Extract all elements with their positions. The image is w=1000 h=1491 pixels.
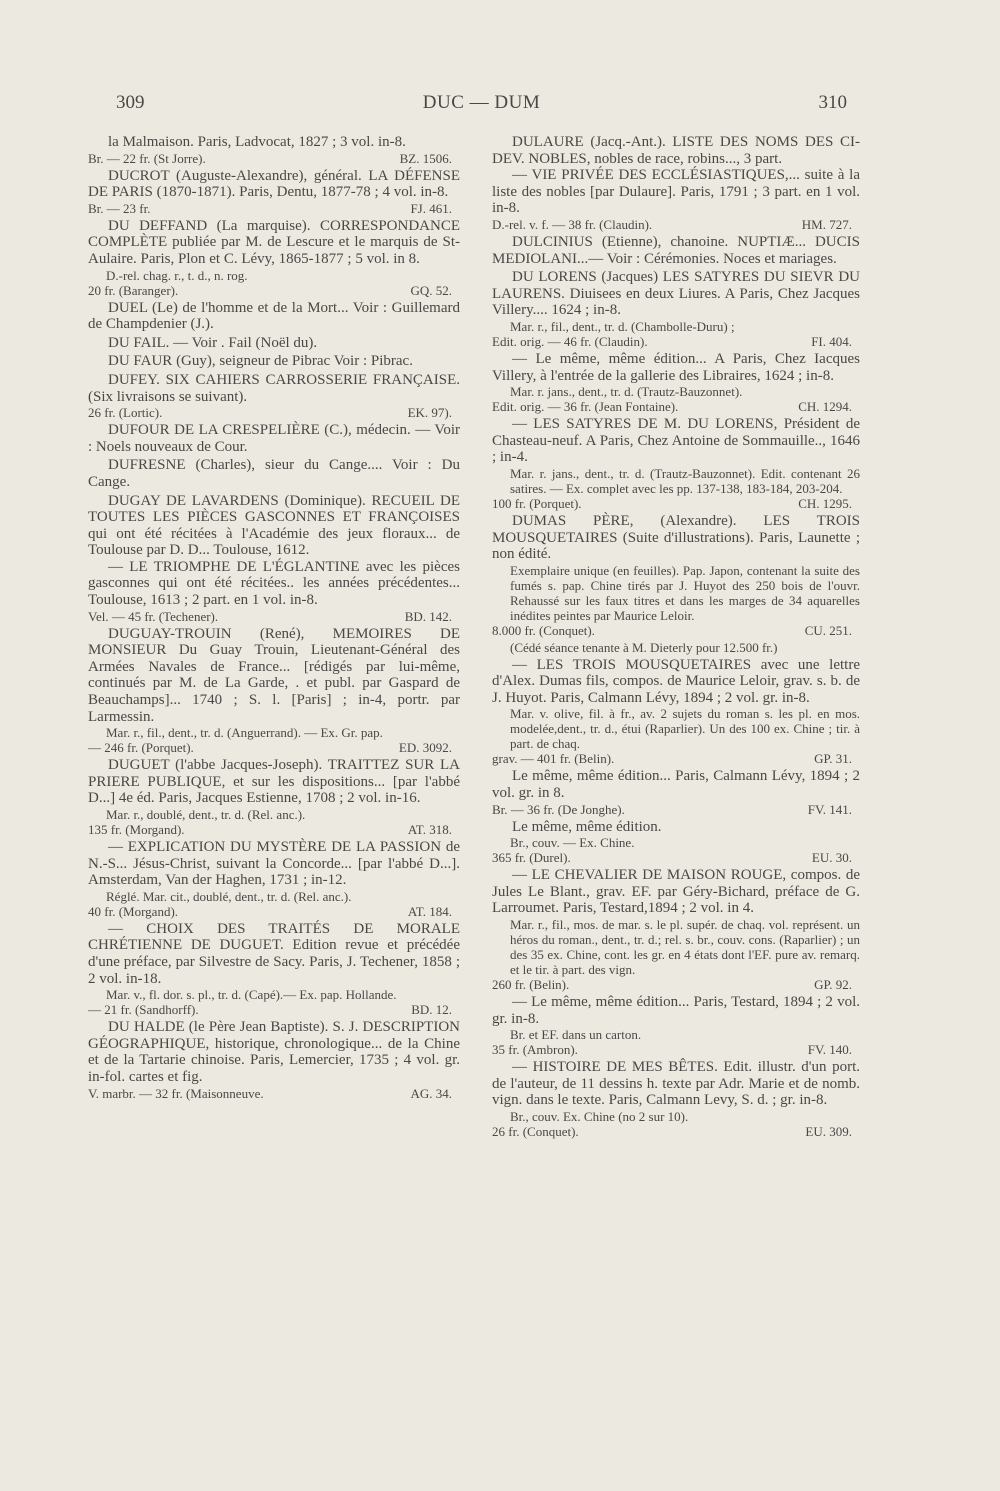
sale-price: — 246 fr. (Porquet). bbox=[88, 740, 194, 756]
catalogue-entry bbox=[492, 351, 860, 414]
sale-price-line bbox=[88, 405, 460, 420]
left-page-number: 309 bbox=[116, 92, 145, 113]
binding-note: Mar. r., fil., dent., tr. d. (Chambolle-Duru) ; bbox=[510, 318, 735, 334]
entry-heading: DULCINIUS (Etienne), chanoine. NUPTIÆ... DUCIS MEDIOLANI...— Voir : Cérémonies. Noces et mariages. bbox=[492, 233, 860, 267]
sale-price: Br. — 22 fr. (St Jorre). bbox=[88, 150, 206, 166]
sale-reference: GP. 92. bbox=[814, 977, 852, 993]
sale-price-line bbox=[88, 822, 460, 837]
catalogue-entry bbox=[492, 269, 860, 349]
entry-heading: — HISTOIRE DE MES BÊTES. Edit. illustr. d'un port. de l'auteur, de 11 dessins h. texte par Adr. Marie et de nomb. vign. dans le texte. Paris, Calmann Levy, S. d. ; gr. in-8. bbox=[492, 1059, 860, 1109]
sale-price: 260 fr. (Belin). bbox=[492, 977, 570, 993]
sale-price-line bbox=[492, 1042, 860, 1057]
entry-heading: DUFEY. SIX CAHIERS CARROSSERIE FRANÇAISE. (Six livraisons se suivant). bbox=[88, 371, 460, 405]
sale-price: 35 fr. (Ambron). bbox=[492, 1042, 578, 1058]
catalogue-entry bbox=[492, 513, 860, 638]
entry-heading: DU DEFFAND (La marquise). CORRESPONDANCE COMPLÈTE publiée par M. de Lescure et le marquis de St-Aulaire. Paris, Plon et C. Lévy, 1865-1877 ; 5 vol. in 8. bbox=[88, 217, 460, 267]
sale-reference: ED. 3092. bbox=[398, 740, 452, 756]
binding-note: Br., couv. Ex. Chine (no 2 sur 10). bbox=[510, 1109, 689, 1124]
entry-heading: DU HALDE (le Père Jean Baptiste). S. J. DESCRIPTION GÉOGRAPHIQUE, historique, chronologique... de la Chine et de la Tartarie chinoise. Paris, Lemercier, 1735 ; 4 vol. gr. in-fol. cartes et fig. bbox=[88, 1019, 460, 1085]
binding-note: Mar. r., fil., dent., tr. d. (Anguerrand). — Ex. Gr. pap. bbox=[106, 725, 383, 741]
sale-price-line bbox=[88, 1002, 460, 1017]
sale-price-line bbox=[492, 850, 860, 865]
sale-price-line bbox=[492, 802, 860, 817]
sale-price-line bbox=[88, 201, 460, 216]
catalogue-entry bbox=[88, 218, 460, 298]
catalogue-entry bbox=[88, 1019, 460, 1100]
catalogue-entry bbox=[492, 1059, 860, 1139]
sale-price-line bbox=[88, 151, 460, 166]
sale-price-line bbox=[88, 609, 460, 624]
entry-heading: — LES SATYRES DE M. DU LORENS, Président de Chasteau-neuf. A Paris, Chez Antoine de Sommauille.., 1646 ; in-4. bbox=[492, 416, 860, 466]
catalogue-entry bbox=[88, 168, 460, 216]
binding-note: Exemplaire unique (en feuilles). Pap. Japon, contenant la suite des fumés s. pap. Chine tirés par J. Huyot des 250 bois de l'ouvr. Rehaussé sur les faux titres et dans les marges de 34 aquarelles inédites peintes par Maurice Leloir. bbox=[510, 562, 860, 623]
sale-price-line bbox=[88, 740, 460, 755]
entry-heading: DUMAS PÈRE, (Alexandre). LES TROIS MOUSQUETAIRES (Suite d'illustrations). Paris, Launette ; non édité. bbox=[492, 512, 860, 563]
sale-price: 8.000 fr. (Conquet). bbox=[492, 622, 595, 638]
sale-price: Vel. — 45 fr. (Techener). bbox=[88, 608, 219, 624]
catalogue-entry bbox=[88, 757, 460, 837]
catalogue-entry bbox=[492, 768, 860, 816]
entry-heading: — LE CHEVALIER DE MAISON ROUGE, compos. de Jules Le Blant., grav. EF. par Géry-Bichard, préface de G. Larroumet. Paris, Testard,1894 ; 2 vol. in 4. bbox=[492, 867, 860, 917]
sale-price-line bbox=[492, 399, 860, 414]
entry-heading: DUFOUR DE LA CRESPELIÈRE (C.), médecin. — Voir : Noels nouveaux de Cour. bbox=[88, 422, 460, 455]
sale-price: Edit. orig. — 46 fr. (Claudin). bbox=[492, 333, 648, 349]
catalogue-entry bbox=[492, 819, 860, 866]
binding-note: Mar. r. jans., dent., tr. d. (Trautz-Bauzonnet). bbox=[510, 384, 743, 400]
sale-price: 365 fr. (Durel). bbox=[492, 850, 571, 866]
catalogue-entry bbox=[88, 493, 460, 624]
running-header bbox=[116, 92, 847, 122]
entry-heading: la Malmaison. Paris, Ladvocat, 1827 ; 3 vol. in-8. bbox=[108, 134, 406, 150]
catalogue-entry bbox=[88, 335, 460, 352]
catalogue-entry bbox=[492, 416, 860, 511]
entry-heading: — Le même, même édition... A Paris, Chez Iacques Villery, à l'entrée de la gallerie des Libraires, 1624 ; in-8. bbox=[492, 350, 860, 384]
binding-note: D.-rel. chag. r., t. d., n. rog. bbox=[106, 267, 248, 283]
header-title: DUC — DUM bbox=[422, 92, 541, 113]
sale-price-line bbox=[88, 283, 460, 298]
sale-reference: AT. 184. bbox=[407, 903, 452, 919]
entry-subentry: — LE TRIOMPHE DE L'ÉGLANTINE avec les pièces gasconnes qui ont été récitées.. les années précédentes... Toulouse, 1613 ; 2 part. en 1 vol. in-8. bbox=[88, 558, 460, 609]
binding-note: Mar. r., fil., mos. de mar. s. le pl. supér. de chaq. vol. représent. un héros du roman., dent., tr. d.; rel. s. br., couv. cons. (Raparlier) ; un des 35 ex. Chine, cont. les gr. en 4 états dont l'EF. pure av. remarq. et le tir. à part. des vign. bbox=[510, 917, 860, 978]
binding-note: (Cédé séance tenante à M. Dieterly pour 12.500 fr.) bbox=[510, 639, 778, 655]
binding-note: Mar. r., doublé, dent., tr. d. (Rel. anc.). bbox=[106, 807, 306, 822]
entry-heading: DUGUET (l'abbe Jacques-Joseph). TRAITTEZ SUR LA PRIERE PUBLIQUE, et sur les dispositions... [par l'abbé D...] 4e éd. Paris, Jacques Estienne, 1708 ; 2 vol. in-16. bbox=[88, 757, 460, 807]
catalogue-entry bbox=[88, 921, 460, 1017]
entry-heading: — EXPLICATION DU MYSTÈRE DE LA PASSION de N.-S... Jésus-Christ, suivant la Concorde... [par l'abbé D...]. Amsterdam, Van der Haghen, 1731 ; in-12. bbox=[88, 839, 460, 889]
catalogue-entry bbox=[492, 640, 860, 655]
sale-reference: CH. 1295. bbox=[798, 495, 852, 511]
sale-reference: FV. 141. bbox=[807, 801, 852, 817]
sale-reference: AT. 318. bbox=[407, 822, 452, 837]
catalogue-entry bbox=[88, 839, 460, 919]
catalogue-entry bbox=[88, 353, 460, 370]
binding-note: Br. et EF. dans un carton. bbox=[510, 1027, 642, 1043]
sale-price: 26 fr. (Conquet). bbox=[492, 1124, 579, 1139]
entry-heading: DUGUAY-TROUIN (René), MEMOIRES DE MONSIEUR Du Guay Trouin, Lieutenant-Général des Armées Navales de France... [rédigés par lui-même, continués par M. de La Garde, . et publ. par Gaspard de Beauchamps]... 1740 ; S. l. [Paris] ; in-4, portr. par Larmessin. bbox=[88, 625, 460, 725]
catalogue-entry bbox=[88, 134, 460, 166]
sale-price: Edit. orig. — 36 fr. (Jean Fontaine). bbox=[492, 399, 679, 415]
catalogue-entry bbox=[88, 372, 460, 420]
right-column bbox=[492, 134, 860, 1141]
sale-reference: GP. 31. bbox=[814, 751, 852, 767]
binding-note: Mar. v., fl. dor. s. pl., tr. d. (Capé).— Ex. pap. Hollande. bbox=[106, 987, 397, 1003]
sale-reference: BD. 12. bbox=[411, 1002, 452, 1018]
sale-reference: CH. 1294. bbox=[798, 399, 852, 415]
catalogue-entry bbox=[88, 300, 460, 333]
sale-price: 100 fr. (Porquet). bbox=[492, 495, 582, 511]
entry-heading: Le même, même édition. bbox=[512, 818, 662, 835]
entry-heading: — LES TROIS MOUSQUETAIRES avec une lettre d'Alex. Dumas fils, compos. de Maurice Leloir, grav. s. b. de J. Huyot. Paris, Calmann Lévy, 1894 ; 2 vol. gr. in-8. bbox=[492, 656, 860, 706]
catalogue-entry bbox=[492, 994, 860, 1057]
sale-price: V. marbr. — 32 fr. (Maisonneuve. bbox=[88, 1085, 264, 1101]
entry-heading: DU LORENS (Jacques) LES SATYRES DU SIEVR DU LAURENS. Diuisees en deux Liures. A Paris, Chez Jacques Villery.... 1624 ; in-8. bbox=[492, 269, 860, 319]
sale-price-line bbox=[492, 496, 860, 511]
entry-heading: DU FAIL. — Voir . Fail (Noël du). bbox=[108, 334, 318, 351]
sale-price-line bbox=[492, 217, 860, 232]
sale-price-line bbox=[492, 623, 860, 638]
entry-heading: — CHOIX DES TRAITÉS DE MORALE CHRÉTIENNE DE DUGUET. Edition revue et précédée d'une préface, par Silvestre de Sacy. Paris, J. Techener, 1858 ; 2 vol. in-18. bbox=[88, 920, 460, 987]
sale-reference: FJ. 461. bbox=[410, 200, 452, 216]
entry-heading: DU FAUR (Guy), seigneur de Pibrac Voir : Pibrac. bbox=[108, 353, 413, 370]
sale-reference: EK. 97). bbox=[407, 405, 452, 421]
sale-reference: HM. 727. bbox=[801, 216, 852, 232]
entry-heading: — Le même, même édition... Paris, Testard, 1894 ; 2 vol. gr. in-8. bbox=[492, 994, 860, 1027]
entry-heading: Le même, même édition... Paris, Calmann Lévy, 1894 ; 2 vol. gr. in 8. bbox=[492, 768, 860, 802]
binding-note: Réglé. Mar. cit., doublé, dent., tr. d. (Rel. anc.). bbox=[106, 888, 352, 904]
right-page-number: 310 bbox=[818, 92, 847, 113]
entry-heading: DUCROT (Auguste-Alexandre), général. LA DÉFENSE DE PARIS (1870-1871). Paris, Dentu, 1877-78 ; 4 vol. in-8. bbox=[88, 167, 460, 201]
sale-reference: FI. 404. bbox=[811, 333, 852, 349]
sale-price: D.-rel. v. f. — 38 fr. (Claudin). bbox=[492, 216, 653, 232]
sale-reference: CU. 251. bbox=[804, 622, 852, 638]
sale-price-line bbox=[88, 1086, 460, 1101]
sale-price: Br. — 36 fr. (De Jonghe). bbox=[492, 801, 625, 817]
sale-price: 20 fr. (Baranger). bbox=[88, 282, 179, 298]
entry-heading: DULAURE (Jacq.-Ant.). LISTE DES NOMS DES CI-DEV. NOBLES, nobles de race, robins..., 3 part. bbox=[492, 134, 860, 167]
left-column bbox=[88, 134, 460, 1103]
binding-note: Mar. r. jans., dent., tr. d. (Trautz-Bauzonnet). Edit. contenant 26 satires. — Ex. complet avec les pp. 137-138, 183-184, 203-204. bbox=[510, 465, 860, 496]
sale-reference: EU. 30. bbox=[811, 850, 852, 866]
sale-price-line bbox=[88, 904, 460, 919]
sale-price-line bbox=[492, 751, 860, 766]
catalogue-entry bbox=[492, 134, 860, 232]
entry-heading: DUFRESNE (Charles), sieur du Cange.... Voir : Du Cange. bbox=[88, 457, 460, 490]
sale-price-line bbox=[492, 977, 860, 992]
sale-reference: AG. 34. bbox=[410, 1085, 452, 1101]
sale-price-line bbox=[492, 334, 860, 349]
catalogue-entry bbox=[88, 457, 460, 490]
entry-subentry: — VIE PRIVÉE DES ECCLÉSIASTIQUES,... suite à la liste des nobles [par Dulaure]. Paris, 1791 ; 3 part. en 1 vol. in-8. bbox=[492, 167, 860, 217]
sale-price: Br. — 23 fr. bbox=[88, 200, 151, 216]
binding-note: Br., couv. — Ex. Chine. bbox=[510, 835, 635, 851]
catalogue-entry bbox=[88, 626, 460, 756]
sale-price: 26 fr. (Lortic). bbox=[88, 405, 163, 421]
sale-price-line bbox=[492, 1124, 860, 1139]
sale-price: 135 fr. (Morgand). bbox=[88, 822, 185, 837]
sale-price: 40 fr. (Morgand). bbox=[88, 903, 179, 919]
sale-price: grav. — 401 fr. (Belin). bbox=[492, 751, 615, 767]
binding-note: Mar. v. olive, fil. à fr., av. 2 sujets du roman s. les pl. en mos. modelée,dent., tr. d., étui (Raparlier). Un des 100 ex. Chine ; tir. à part. de chaq. bbox=[510, 706, 860, 752]
sale-reference: EU. 309. bbox=[805, 1124, 852, 1139]
sale-price: — 21 fr. (Sandhorff). bbox=[88, 1002, 199, 1018]
entry-heading: DUGAY DE LAVARDENS (Dominique). RECUEIL DE TOUTES LES PIÈCES GASCONNES ET FRANÇOISES qui ont été récitées à l'Académie des jeux floraux... de Toulouse par D. D... Toulouse, 1612. bbox=[88, 492, 460, 559]
sale-reference: BZ. 1506. bbox=[399, 150, 452, 166]
catalogue-entry bbox=[492, 234, 860, 267]
catalogue-entry bbox=[88, 422, 460, 455]
catalogue-entry bbox=[492, 867, 860, 992]
catalogue-entry bbox=[492, 657, 860, 767]
sale-reference: BD. 142. bbox=[404, 608, 452, 624]
entry-heading: DUEL (Le) de l'homme et de la Mort... Voir : Guillemard de Champdenier (J.). bbox=[88, 299, 460, 333]
sale-reference: GQ. 52. bbox=[410, 282, 452, 298]
sale-reference: FV. 140. bbox=[807, 1042, 852, 1058]
